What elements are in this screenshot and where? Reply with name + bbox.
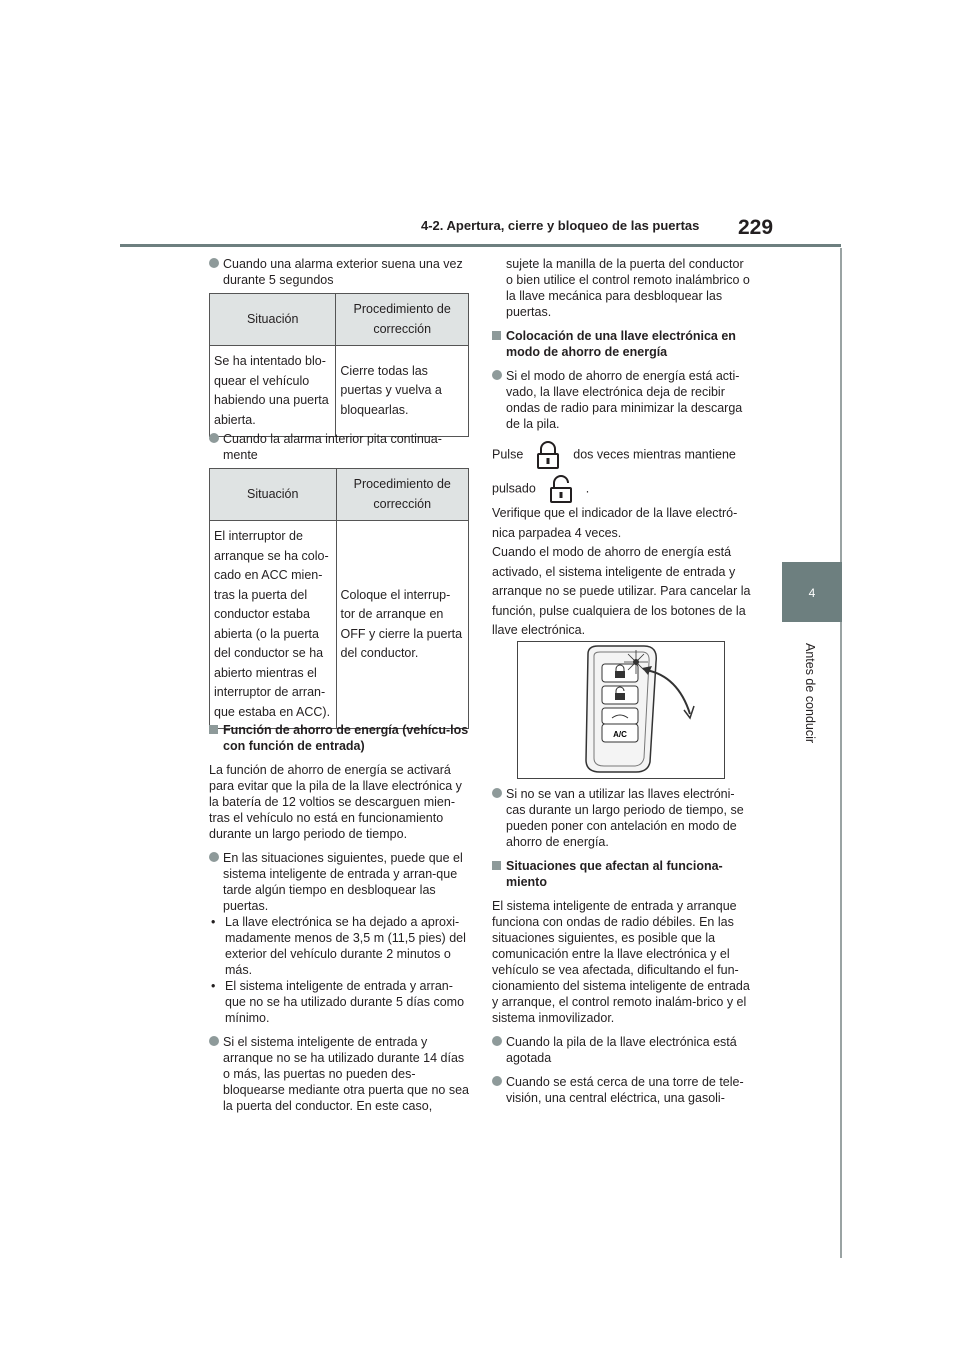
bullet-icon — [209, 258, 219, 268]
bullet-interior-alarm: Cuando la alarma interior pita continua-mente — [209, 431, 471, 463]
instruction-press-twice: Pulse dos veces mientras mantiene — [492, 440, 754, 470]
bullet-unlock-delay: En las situaciones siguientes, puede que el sistema inteligente de entrada y arran-que tarde algún tiempo en desbloquear las puertas. — [209, 850, 471, 914]
left-column-3 — [209, 722, 471, 1114]
heading-icon — [209, 725, 218, 734]
table-cell-situation: El interruptor de arranque se ha colo-cado en ACC mien-tras la puerta del conductor estaba abierta (o la puerta del conductor se ha abierto mientras el interruptor de arran-que estaba en ACC). — [210, 521, 337, 729]
heading-icon — [492, 331, 501, 340]
bullet-icon — [492, 1036, 502, 1046]
chapter-number: 4 — [808, 586, 816, 600]
bullet-exterior-alarm: Cuando una alarma exterior suena una vez durante 5 segundos — [209, 256, 471, 288]
bullet-icon — [209, 1036, 219, 1046]
bullet-icon — [209, 433, 219, 443]
exterior-alarm-table — [209, 293, 469, 437]
right-column-2 — [492, 786, 754, 1106]
instruction-hold: pulsado . — [492, 474, 754, 504]
bullet-icon — [209, 852, 219, 862]
paragraph-radio-waves: El sistema inteligente de entrada y arranque funciona con ondas de radio débiles. En las situaciones siguientes, es posible que la comunicación entre la llave electrónica y el vehículo se vea afectada, dificultando el fun-cionamiento del sistema inteligente de entrada y arranque, el control remoto inalám-brico y el sistema inmovilizador. — [492, 899, 750, 1025]
lock-button-icon — [531, 440, 565, 470]
right-column — [492, 256, 754, 641]
bullet-icon — [492, 788, 502, 798]
interior-alarm-table — [209, 468, 469, 729]
table-header-procedure: Procedimiento de corrección — [336, 294, 469, 346]
side-divider — [840, 248, 842, 1258]
paragraph-energy-saving: La función de ahorro de energía se activará para evitar que la pila de la llave electrónica y la batería de 12 voltios se descarguen mien-tras el vehículo no está en funcionamiento durante un largo periodo de tiempo. — [209, 763, 462, 841]
dash-item-unused-5-days: • El sistema inteligente de entrada y arran-que no se ha utilizado durante 5 días como mínimo. — [211, 979, 465, 1025]
bullet-long-unused: Si no se van a utilizar las llaves electróni-cas durante un largo periodo de tiempo, se pueden poner con antelación en modo de ahorro de energía. — [492, 786, 754, 850]
dash-item-key-distance: • La llave electrónica se ha dejado a aproxi-madamente menos de 3,5 m (11,5 pies) del exterior del vehículo durante 2 minutos o más. — [211, 915, 466, 977]
key-button-label: A/C — [613, 730, 627, 739]
paragraph-continuation: sujete la manilla de la puerta del conductor o bien utilice el control remoto inalámbrico o la llave mecánica para desbloquear las puertas. — [506, 257, 750, 319]
heading-affecting-situations: Situaciones que afectan al funciona-miento — [492, 858, 754, 890]
table-header-situation: Situación — [210, 294, 336, 346]
unlock-button-icon — [544, 474, 578, 504]
heading-key-power-saving: Colocación de una llave electrónica en modo de ahorro de energía — [492, 328, 754, 360]
header-divider — [120, 244, 841, 247]
bullet-near-tower: Cuando se está cerca de una torre de tele-visión, una central eléctrica, una gasoli- — [492, 1074, 754, 1106]
table-cell-procedure: Coloque el interrup-tor de arranque en OFF y cierre la puerta del conductor. — [336, 521, 469, 729]
table-header-situation: Situación — [210, 469, 337, 521]
chapter-title: Antes de conducir — [803, 643, 817, 744]
bullet-unused-14-days: Si el sistema inteligente de entrada y arranque no se ha utilizado durante 14 días o más, las puertas no pueden des-bloquearse mediante otra puerta que no sea la puerta del conductor. En este caso, — [209, 1034, 471, 1114]
chapter-tab — [782, 562, 842, 622]
electronic-key-illustration — [517, 641, 725, 779]
paragraph-cancel: Cuando el modo de ahorro de energía está activado, el sistema inteligente de entrada y arranque no se puede utilizar. Para cancelar la función, pulse cualquiera de los botones de la llave electrónica. — [492, 545, 751, 637]
heading-icon — [492, 861, 501, 870]
table-cell-procedure: Cierre todas las puertas y vuelva a bloquearlas. — [336, 346, 469, 437]
table-header-procedure: Procedimiento de corrección — [336, 469, 469, 521]
section-title: 4-2. Apertura, cierre y bloqueo de las puertas — [421, 218, 700, 233]
table-cell-situation: Se ha intentado blo-quear el vehículo habiendo una puerta abierta. — [210, 346, 336, 437]
electronic-key-drawing — [518, 642, 724, 778]
bullet-power-saving-active: Si el modo de ahorro de energía está acti-vado, la llave electrónica deja de recibir ondas de radio para minimizar la descarga de la pila. — [492, 368, 754, 432]
left-column — [209, 256, 471, 288]
bullet-icon — [492, 370, 502, 380]
paragraph-verify-blink: Verifique que el indicador de la llave electró-nica parpadea 4 veces. — [492, 506, 738, 540]
heading-energy-saving: Función de ahorro de energía (vehícu-los con función de entrada) — [209, 722, 471, 754]
bullet-battery-depleted: Cuando la pila de la llave electrónica está agotada — [492, 1034, 754, 1066]
left-column-2 — [209, 431, 471, 463]
page-number: 229 — [738, 216, 774, 239]
bullet-icon — [492, 1076, 502, 1086]
